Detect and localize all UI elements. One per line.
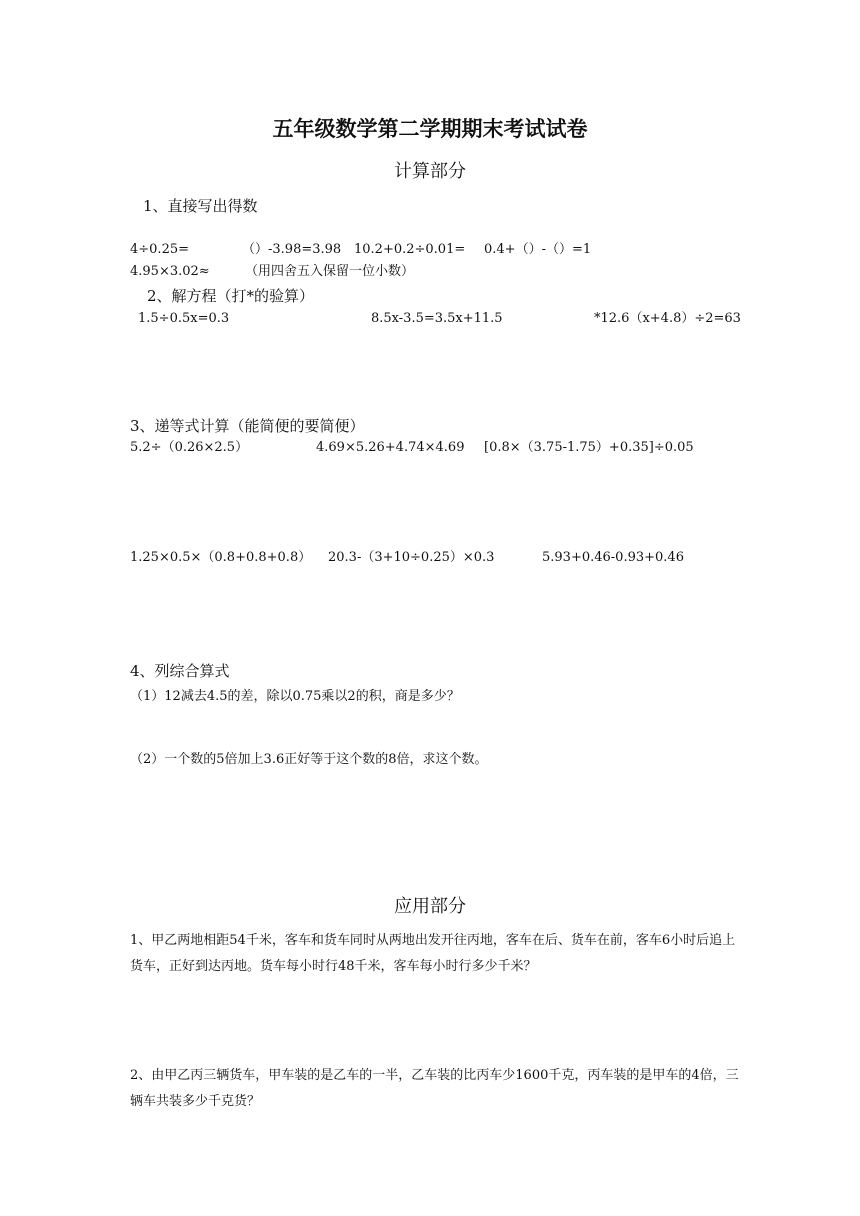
q3-item: 5.2÷（0.26×2.5） — [130, 440, 249, 455]
q3-heading: 3、递等式计算（能简便的要简便） — [130, 417, 365, 435]
q1-item: 4÷0.25= — [130, 242, 190, 257]
q3-item: 1.25×0.5×（0.8+0.8+0.8） — [130, 550, 312, 565]
app-section-heading: 应用部分 — [394, 896, 466, 917]
q1-item: 0.4+（）-（）=1 — [484, 242, 592, 257]
q2-item: 8.5x-3.5=3.5x+11.5 — [371, 311, 503, 326]
word-problem: 2、由甲乙丙三辆货车，甲车装的是乙车的一半，乙车装的比丙车少1600千克，丙车装的是甲车的4倍，三辆车共装多少千克货？ — [130, 1068, 739, 1109]
q1-item: （）-3.98=3.98 — [242, 242, 342, 257]
q2-item: *12.6（x+4.8）÷2=63 — [594, 311, 741, 326]
q2-item: 1.5÷0.5x=0.3 — [138, 311, 230, 326]
q1-note: （用四舍五入保留一位小数） — [245, 264, 415, 279]
exam-title: 五年级数学第二学期期末考试试卷 — [272, 116, 588, 141]
q3-item: 5.93+0.46-0.93+0.46 — [542, 550, 684, 565]
word-problem: 1、甲乙两地相距54千米，客车和货车同时从两地出发开往丙地，客车在后、货车在前，客车6小时后追上货车，正好到达丙地。货车每小时行48千米，客车每小时行多少千米？ — [130, 933, 736, 974]
calc-section-heading: 计算部分 — [394, 161, 466, 182]
q3-item: 20.3-（3+10÷0.25）×0.3 — [328, 550, 495, 565]
q4-heading: 4、列综合算式 — [130, 662, 230, 680]
q1-item: 10.2+0.2÷0.01= — [354, 242, 466, 257]
q4-item: （1）12减去4.5的差，除以0.75乘以2的积，商是多少？ — [130, 689, 460, 704]
q2-heading: 2、解方程（打*的验算） — [147, 287, 315, 305]
q1-heading: 1、直接写出得数 — [143, 197, 258, 215]
q1-item: 4.95×3.02≈ — [130, 264, 210, 279]
q3-item: 4.69×5.26+4.74×4.69 — [316, 440, 465, 455]
q3-item: [0.8×（3.75-1.75）+0.35]÷0.05 — [484, 440, 694, 455]
q4-item: （2）一个数的5倍加上3.6正好等于这个数的8倍，求这个数。 — [130, 752, 488, 767]
